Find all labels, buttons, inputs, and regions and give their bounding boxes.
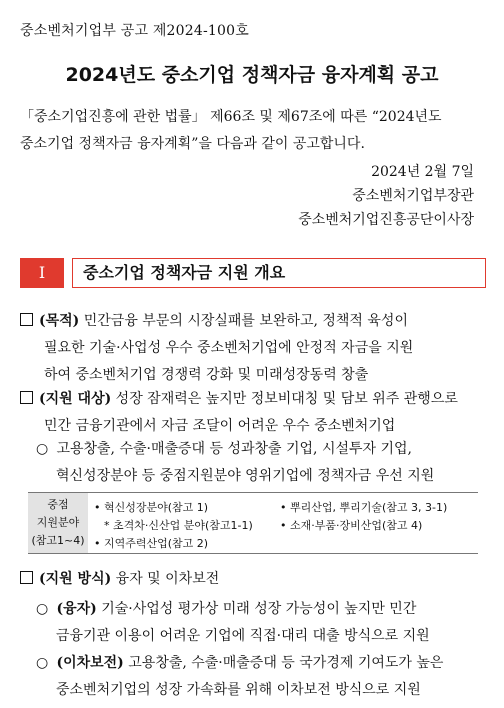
focus-item: • 지역주력산업(참고 2) xyxy=(94,537,209,550)
loan-text: 기술·사업성 평가상 미래 성장 가능성이 높지만 민간 xyxy=(101,601,417,617)
notice-number: 중소벤처기업부 공고 제2024-100호 xyxy=(20,23,249,39)
interest-label: (이차보전) xyxy=(56,655,124,671)
intro-line: 「중소기업진흥에 관한 법률」 제66조 및 제67조에 따른 “2024년도 xyxy=(20,109,442,125)
circle-bullet-icon: ○ xyxy=(36,601,49,617)
purpose-paragraph xyxy=(20,308,486,389)
section-title: 중소기업 정책자금 지원 개요 xyxy=(72,258,486,288)
purpose-text: 필요한 기술·사업성 우수 중소벤처기업에 안정적 자금을 지원 xyxy=(44,340,414,356)
focus-item: * 초격차·신산업 분야(참고1-1) xyxy=(104,519,253,532)
target-label: (지원 대상) xyxy=(39,391,112,407)
focus-item: • 소재·부품·장비산업(참고 4) xyxy=(280,519,423,532)
interest-paragraph xyxy=(36,650,486,704)
focus-label-line: 지원분야 xyxy=(36,516,80,529)
section-header xyxy=(20,258,476,288)
section-number: I xyxy=(20,258,64,288)
focus-item: • 혁신성장분야(참고 1) xyxy=(94,501,209,514)
signature-block xyxy=(298,160,474,232)
loan-text: 금융기관 이용이 어려운 기업에 직접·대리 대출 방식으로 지원 xyxy=(56,628,430,644)
focus-item: • 뿌리산업, 뿌리기술(참고 3, 3-1) xyxy=(280,501,448,514)
focus-areas-label xyxy=(28,493,88,553)
square-bullet-icon xyxy=(20,571,33,584)
interest-text: 고용창출, 수출·매출증대 등 국가경제 기여도가 높은 xyxy=(128,655,444,671)
signer-ministry: 중소벤처기업부장관 xyxy=(352,188,474,204)
focus-areas-table xyxy=(28,492,478,554)
loan-label: (융자) xyxy=(56,601,97,617)
circle-bullet-icon: ○ xyxy=(36,655,49,671)
target-sub-text: 고용창출, 수출·매출증대 등 성과창출 기업, 시설투자 기업, xyxy=(56,441,413,457)
method-label: (지원 방식) xyxy=(39,571,112,587)
signer-agency: 중소벤처기업진흥공단이사장 xyxy=(298,212,474,228)
method-text: 융자 및 이차보전 xyxy=(115,571,220,587)
intro-line: 중소기업 정책자금 융자계획”을 다음과 같이 공고합니다. xyxy=(20,136,365,152)
circle-bullet-icon: ○ xyxy=(36,441,49,457)
focus-label-line: (참고1~4) xyxy=(31,534,85,547)
intro-paragraph xyxy=(20,104,486,158)
purpose-text: 민간금융 부문의 시장실패를 보완하고, 정책적 육성이 xyxy=(83,313,408,329)
method-paragraph xyxy=(20,566,486,593)
target-sub-paragraph xyxy=(36,436,486,490)
target-text: 성장 잠재력은 높지만 정보비대칭 및 담보 위주 관행으로 xyxy=(115,391,458,407)
focus-label-line: 중점 xyxy=(47,498,69,511)
purpose-label: (목적) xyxy=(39,313,80,329)
target-text: 민간 금융기관에서 자금 조달이 어려운 우수 중소벤처기업 xyxy=(44,418,396,434)
purpose-text: 하여 중소벤처기업 경쟁력 강화 및 미래성장동력 창출 xyxy=(44,367,369,383)
target-sub-text: 혁신성장분야 등 중점지원분야 영위기업에 정책자금 우선 지원 xyxy=(56,468,435,484)
square-bullet-icon xyxy=(20,313,33,326)
square-bullet-icon xyxy=(20,391,33,404)
announcement-date: 2024년 2월 7일 xyxy=(371,164,474,180)
target-paragraph xyxy=(20,386,486,440)
document-title: 2024년도 중소기업 정책자금 융자계획 공고 xyxy=(65,64,439,86)
interest-text: 중소벤처기업의 성장 가속화를 위해 이차보전 방식으로 지원 xyxy=(56,682,421,698)
loan-paragraph xyxy=(36,596,486,650)
